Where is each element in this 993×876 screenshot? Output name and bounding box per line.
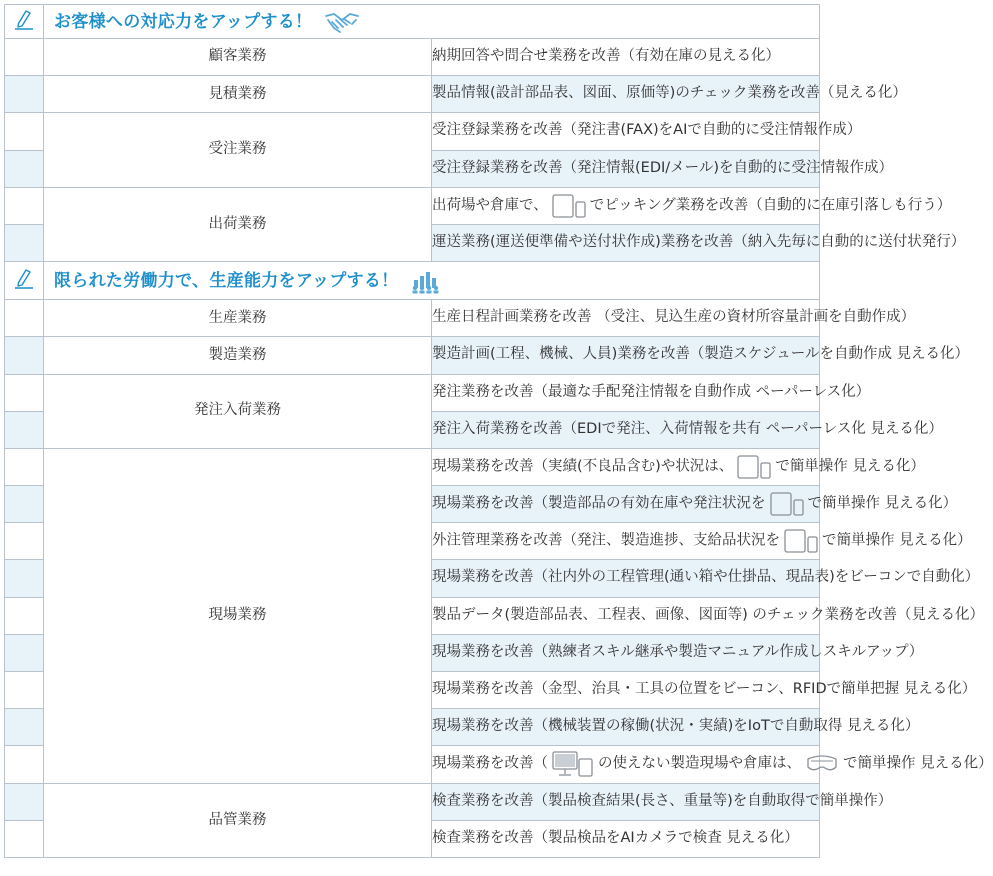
improvement-description [432,486,958,523]
business-category: 見積業務 [44,76,432,113]
table-row [5,76,820,113]
business-category: 品管業務 [44,783,432,857]
improvement-description [432,76,907,113]
business-category: 受注業務 [44,113,432,187]
row-marker-cell [5,634,44,671]
improvement-description [432,374,871,411]
description-text: 現場業務を改善（製造部品の有効在庫や発注状況を [432,495,766,512]
row-marker-cell [5,150,44,187]
section-icon-cell [5,5,44,39]
improvement-description [432,672,977,709]
business-category: 出荷業務 [44,187,432,261]
tablet-phone-icon [784,529,818,553]
improvement-description [432,820,820,857]
table-row [5,374,820,411]
improvement-description [432,224,966,261]
row-marker-cell [5,300,44,337]
business-category: 発注入荷業務 [44,374,432,448]
description-text: 発注入荷業務を改善（EDIで発注、入荷情報を共有 ペーパーレス化 見える化） [432,420,943,437]
row-marker-cell [5,783,44,820]
description-text: で簡単操作 見える化） [807,495,958,512]
description-text: 現場業務を改善（実績(不良品含む)や状況は、 [432,458,734,475]
description-text: 現場業務を改善（社内外の工程管理(通い箱や仕掛品、現品表)をビーコンで自動化） [432,569,980,586]
table-row [5,113,820,150]
description-text: 製品データ(製造部品表、工程表、画像、図面等) のチェック業務を改善（見える化） [432,606,984,623]
improvement-description [432,448,925,485]
description-text: 現場業務を改善（熟練者スキル継承や製造マニュアル作成しスキルアップ） [432,643,924,660]
tablet-phone-icon [770,492,804,516]
row-marker-cell [5,597,44,634]
description-text: 受注登録業務を改善（発注情報(EDI/メール)を自動的に受注情報作成） [432,159,894,176]
row-marker-cell [5,374,44,411]
table-row [5,300,820,337]
row-marker-cell [5,76,44,113]
improvement-description [432,523,972,560]
row-marker-cell [5,746,44,783]
row-marker-cell [5,486,44,523]
handshake-icon [324,10,360,34]
row-marker-cell [5,337,44,374]
tablet-phone-icon [737,455,771,479]
description-text: 現場業務を改善（機械装置の稼働(状況・実績)をIoTで自動取得 見える化） [432,718,920,735]
row-marker-cell [5,113,44,150]
table-row [5,337,820,374]
description-text: 検査業務を改善（製品検査結果(長さ、重量等)を自動取得で簡単操作） [432,792,893,809]
section-header [5,5,820,39]
tablet-phone-icon [552,194,586,218]
description-text: でピッキング業務を改善（自動的に在庫引落しも行う） [589,197,952,214]
business-category: 製造業務 [44,337,432,374]
improvement-description [432,39,820,76]
improvement-description [432,634,924,671]
row-marker-cell [5,411,44,448]
description-text: 生産日程計画業務を改善 （受注、見込生産の資材所容量計画を自動作成） [432,309,916,326]
row-marker-cell [5,39,44,76]
row-marker-cell [5,560,44,597]
section-title: お客様への対応力をアップする！ [54,11,313,32]
row-marker-cell [5,448,44,485]
improvement-description [432,150,894,187]
improvement-description [432,337,970,374]
description-text: 検査業務を改善（製品検品をAIカメラで検査 見える化） [432,829,799,846]
description-text: 外注管理業務を改善（発注、製造進捗、支給品状況を [432,532,780,549]
section-title-cell [44,5,820,39]
improvement-description [432,187,952,224]
description-text: 運送業務(運送便準備や送付状作成)業務を改善（納入先毎に自動的に送付状発行） [432,233,966,250]
description-text: 出荷場や倉庫で、 [432,197,548,214]
description-text: 現場業務を改善（ [432,755,548,772]
row-marker-cell [5,224,44,261]
productivity-chart-icon [410,268,440,294]
description-text: 製品情報(設計部品表、図面、原価等)のチェック業務を改善（見える化） [432,85,907,102]
improvement-description [432,783,893,820]
description-text: の使えない製造現場や倉庫は、 [598,755,801,772]
section-icon-cell [5,262,44,300]
row-marker-cell [5,709,44,746]
description-text: で簡単操作 見える化） [843,755,993,772]
description-text: 受注登録業務を改善（発注書(FAX)をAIで自動的に受注情報作成） [432,122,862,139]
description-text: で簡単操作 見える化） [822,532,972,549]
table-row [5,783,820,820]
improvement-description [432,746,993,783]
section-title-cell [44,262,820,300]
improvement-description [432,300,916,337]
improvement-description [432,560,980,597]
business-category: 現場業務 [44,448,432,783]
pencil-icon [13,8,35,30]
business-category: 顧客業務 [44,39,432,76]
monitor-tablet-icon [552,751,594,777]
smart-glasses-icon [805,753,839,775]
row-marker-cell [5,187,44,224]
description-text: で簡単操作 見える化） [775,458,925,475]
section-title: 限られた労働力で、生産能力をアップする！ [54,270,399,291]
row-marker-cell [5,523,44,560]
table-row [5,187,820,224]
improvement-description [432,597,984,634]
row-marker-cell [5,820,44,857]
section-header [5,262,820,300]
description-text: 現場業務を改善（金型、治具・工具の位置をビーコン、RFIDで簡単把握 見える化） [432,681,977,698]
table-row [5,39,820,76]
improvement-description [432,113,862,150]
table-row [5,448,820,485]
description-text: 製造計画(工程、機械、人員)業務を改善（製造スケジュールを自動作成 見える化） [432,346,970,363]
business-category: 生産業務 [44,300,432,337]
description-text: 発注業務を改善（最適な手配発注情報を自動作成 ペーパーレス化） [432,383,871,400]
pencil-icon [13,267,35,289]
improvement-description [432,709,920,746]
description-text: 納期回答や問合せ業務を改善（有効在庫の見える化） [432,48,780,65]
business-improvement-table [4,4,993,858]
row-marker-cell [5,672,44,709]
improvement-description [432,411,943,448]
